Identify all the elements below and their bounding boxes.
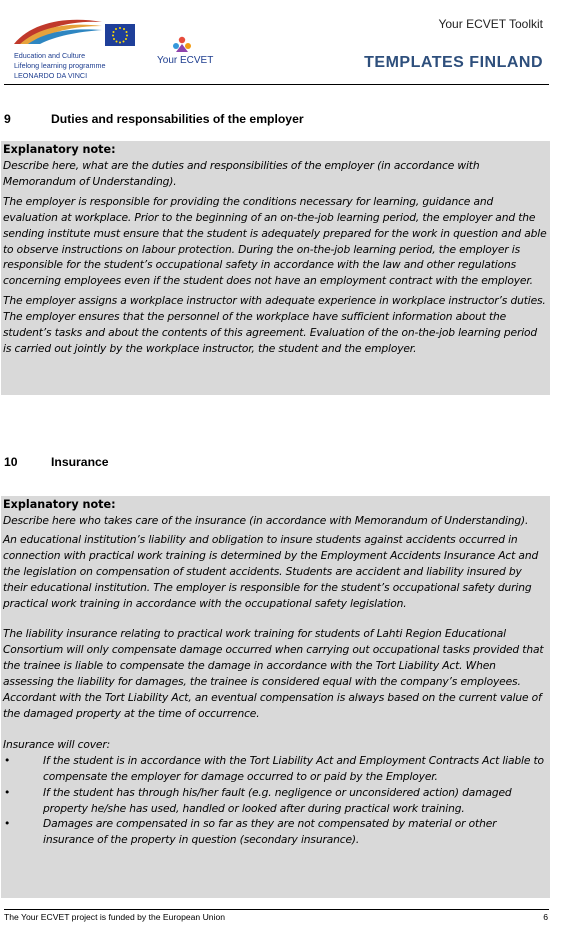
bullet-icon: • — [4, 785, 11, 799]
list-item — [1, 753, 550, 785]
section-10-note-label: Explanatory note: — [3, 498, 116, 511]
eu-line-2: Lifelong learning programme — [14, 61, 106, 70]
section-10-note-box — [1, 496, 550, 898]
section-10-paragraph-2: An educational institution’s liability and obligation to insure students against accidents occurred in connection with practical work training is determined by the Employment Accidents Insurance Act and the legislation on compensation of student accidents. Students are accident and liability insured by their educational institution. The employer is responsible for the student’s occupational safety during practical work training in accordance with the occupational safety legislation. — [3, 532, 539, 610]
ecvet-star-icon — [167, 34, 197, 56]
page-header — [0, 0, 573, 86]
section-10-number: 10 — [4, 455, 18, 469]
section-9-note-box — [1, 141, 550, 395]
section-9-number: 9 — [4, 112, 11, 126]
bullet-text: If the student has through his/her fault (e.g. negligence or unconsidered action) damaged property he/she has used, handled or looked after during practical work training. — [43, 785, 512, 815]
page-number: 6 — [543, 912, 548, 922]
toolkit-title: Your ECVET Toolkit — [438, 17, 543, 31]
section-9-title: Duties and responsabilities of the employer — [51, 112, 304, 126]
section-9-paragraph-3: The employer assigns a workplace instructor with adequate experience in workplace instructor’s duties. The employer ensures that the personnel of the workplace have sufficient information about the student’s tasks and about the contents of this agreement. Evaluation of the on-the-job learning period is carried out jointly by the workplace instructor, the student and the employer. — [3, 294, 546, 355]
list-item — [1, 816, 550, 848]
eu-lifelong-learning-logo — [8, 14, 133, 84]
templates-heading: TEMPLATES FINLAND — [364, 54, 543, 71]
bullet-text: Damages are compensated in so far as they are not compensated by material or other insurance of the property in question (secondary insurance). — [43, 817, 497, 847]
section-9-heading — [4, 112, 304, 126]
footer-funding-text: The Your ECVET project is funded by the European Union — [4, 912, 226, 922]
section-10-paragraph-3: The liability insurance relating to practical work training for students of Lahti Region Educational Consortium will only compensate damage occurred when carrying out occupational tasks provided that the trainee is liable to compensate the damage in accordance with the Tort Liability Act. When assessing the liability for damages, the trainee is considered equal with the company’s employees. Accordant with the Tort Liability Act, an eventual compensation is always based on the current value of the damaged property at the time of occurrence. — [3, 627, 544, 720]
section-9-note-label: Explanatory note: — [3, 143, 116, 156]
list-item — [1, 785, 550, 817]
section-9-paragraph-2: The employer is responsible for providing the conditions necessary for learning, guidance and evaluation at workplace. Prior to the beginning of an on-the-job learning period, the employer and the sending institute must ensure that the student is adequately prepared for the work in question and able to observe instructions on labour protection. During the on-the-job learning period, the employer is responsible for the student’s occupational safety in accordance with the law and other regulations concerning employees even if the student does not have an employment contract with the employer. — [3, 194, 547, 288]
footer-divider — [4, 909, 549, 910]
section-10-heading — [4, 455, 109, 469]
header-divider — [4, 84, 549, 85]
eu-line-1: Education and Culture — [14, 51, 86, 60]
swoosh-icon — [12, 16, 104, 46]
section-9-paragraph-1: Describe here, what are the duties and responsibilities of the employer (in accordance with Memorandum of Understanding). — [3, 159, 480, 188]
eu-flag-icon — [105, 24, 135, 46]
bullet-icon: • — [4, 753, 11, 767]
insurance-bullet-list — [1, 753, 550, 848]
eu-program-text — [14, 51, 106, 81]
eu-line-3: LEONARDO DA VINCI — [14, 71, 88, 80]
section-10-paragraph-4: Insurance will cover: — [3, 737, 111, 751]
ecvet-logo-text: Your ECVET — [157, 55, 214, 66]
section-10-title: Insurance — [51, 455, 109, 469]
bullet-icon: • — [4, 817, 11, 831]
section-10-paragraph-1: Describe here who takes care of the insurance (in accordance with Memorandum of Understanding). — [3, 514, 529, 527]
your-ecvet-logo — [155, 34, 215, 70]
bullet-text: If the student is in accordance with the Tort Liability Act and Employment Contracts Act liable to compensate the employer for damage occurred to or paid by the Employer. — [43, 753, 544, 783]
